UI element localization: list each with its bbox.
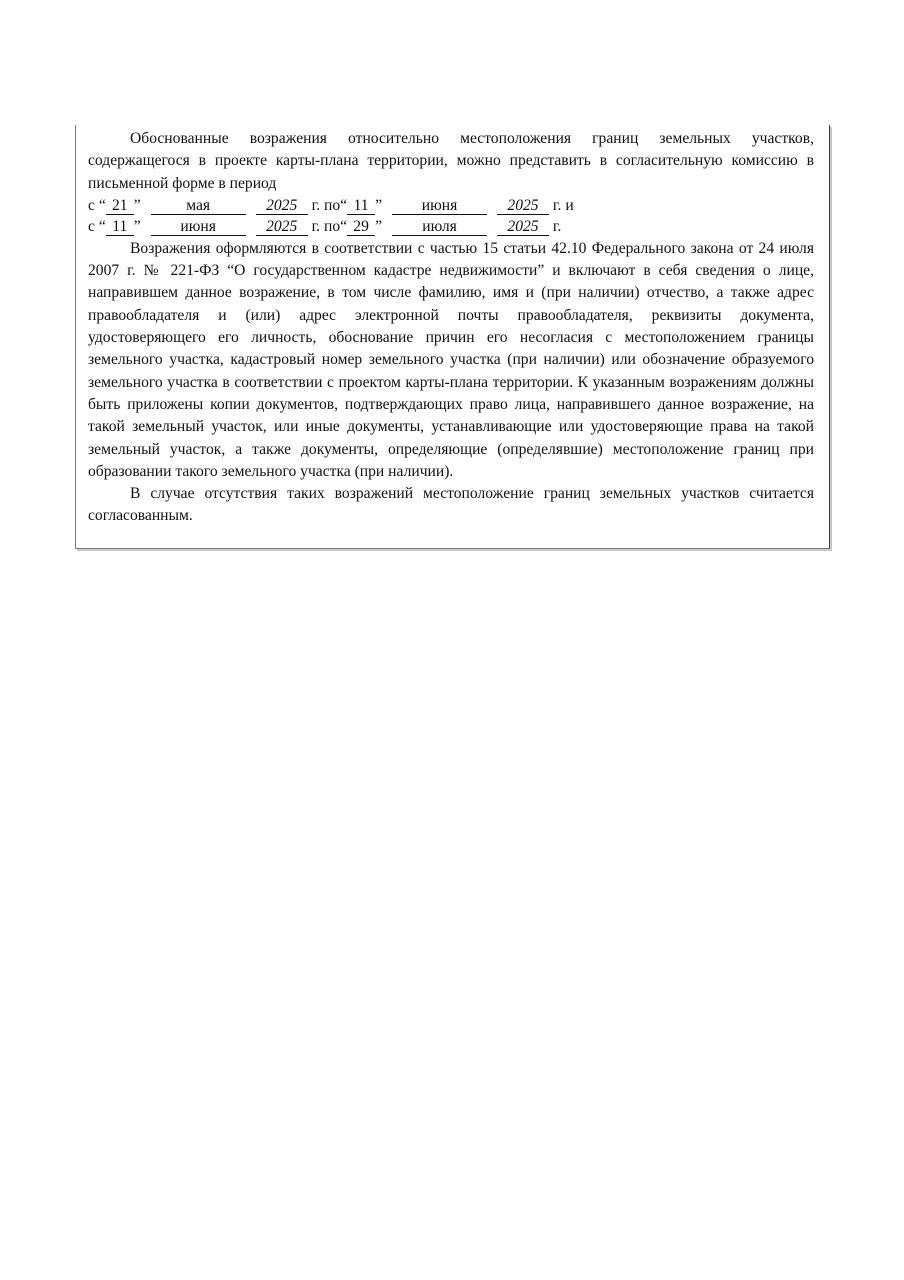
period-prefix: с [88,196,95,214]
quote-open: “ [98,196,106,214]
quote-close: ” [133,196,141,214]
to-year-field: 2025 [497,219,549,236]
period-line-1 [88,195,814,217]
paragraph-objections-period: Обоснованные возражения относительно местоположения границ земельных участков, содержащегося в проекте карты-плана территории, можно представить в согласительную комиссию в письменной форме в период [88,130,814,192]
quote-close: ” [375,196,382,214]
period-prefix: с [88,218,95,236]
period-middle: г. по [311,218,341,236]
period-line-2 [88,216,814,238]
from-year-field: 2025 [256,219,308,236]
from-year-field: 2025 [256,198,308,215]
quote-open: “ [98,218,106,236]
to-year-field: 2025 [497,198,549,215]
to-day-field: 11 [347,198,375,215]
quote-close: ” [375,218,382,236]
to-month-field: июня [392,198,487,215]
from-month-field: июня [151,219,246,236]
notice-body [88,128,814,528]
period-middle: г. по [311,196,341,214]
from-day-field: 21 [106,198,134,215]
to-month-field: июля [392,219,487,236]
quote-close: ” [133,218,141,236]
paragraph-objection-requirements: Возражения оформляются в соответствии с частью 15 статьи 42.10 Федерального закона от 24 июля 2007 г. № 221-ФЗ “О государственном кадастре недвижимости” и включают в себя сведения о лице, направившем данное возражение, в том числе фамилию, имя и (при наличии) отчество, а также адрес правообладателя и (или) адрес электронной почты правообладателя, реквизиты документа, удостоверяющего его личность, обоснование причин его несогласия с местоположением границы земельного участка, кадастровый номер земельного участка (при наличии) или обозначение образуемого земельного участка в соответствии с проектом карты-плана территории. К указанным возражениям должны быть приложены копии документов, подтверждающих право лица, направившего данное возражение, на такой земельный участок, или иные документы, устанавливающие или удостоверяющие права на такой земельный участок, а также документы, определяющие (определявшие) местоположение границ при образовании такого земельного участка (при наличии). [88,239,814,480]
paragraph-no-objections: В случае отсутствия таких возражений местоположение границ земельных участков считается согласованным. [88,485,814,525]
from-day-field: 11 [106,219,134,236]
from-month-field: мая [151,198,246,215]
to-day-field: 29 [347,219,375,236]
period-suffix: г. и [552,196,574,214]
period-suffix: г. [552,218,562,236]
quote-open: “ [340,196,348,214]
quote-open: “ [340,218,348,236]
